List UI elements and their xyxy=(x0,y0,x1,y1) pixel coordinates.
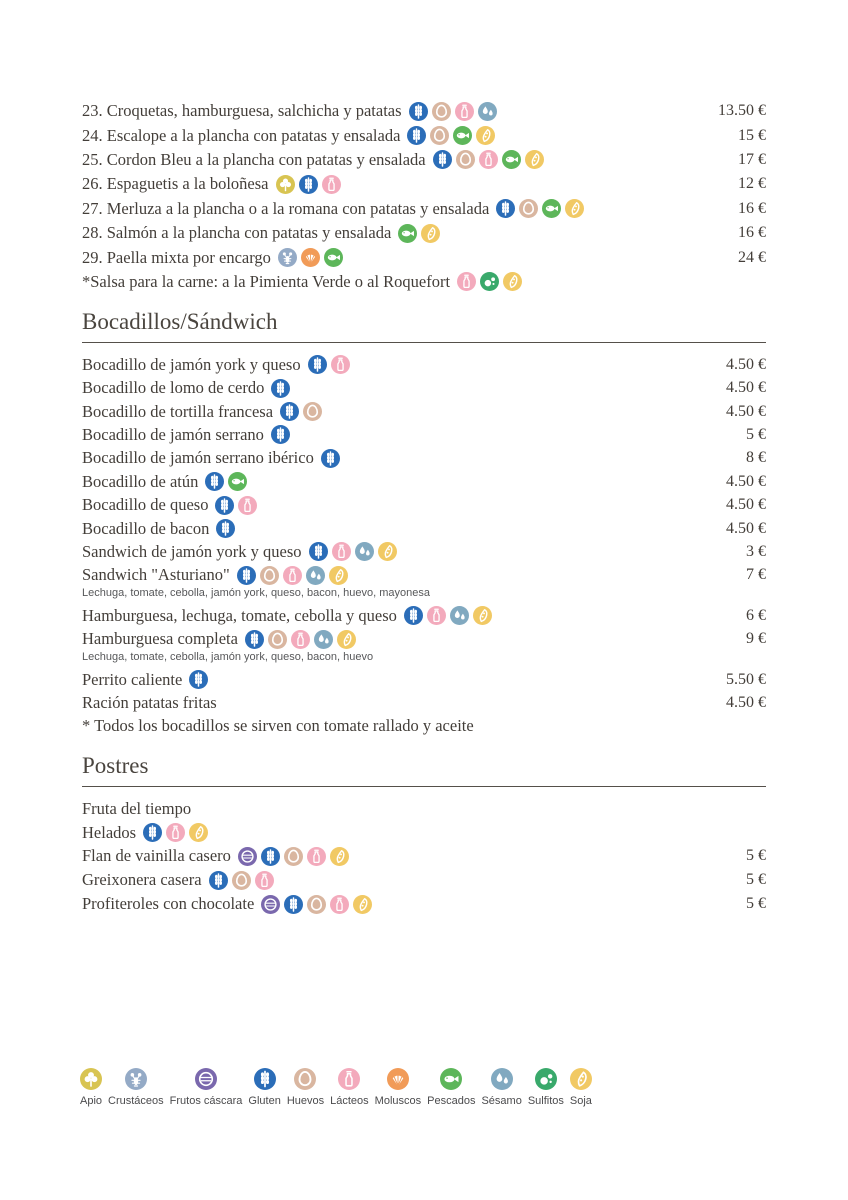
allergen-icons xyxy=(215,496,257,515)
legend-item-frutos_cascara xyxy=(170,1068,243,1107)
egg-icon xyxy=(284,847,303,866)
menu-item-left xyxy=(82,716,474,736)
section-heading: Bocadillos/Sándwich xyxy=(82,308,766,343)
seed-drops-icon xyxy=(478,102,497,121)
menu-item-left xyxy=(82,378,290,398)
item-name: Perrito caliente xyxy=(82,669,183,689)
item-price: 4.50 € xyxy=(726,355,766,373)
wheat-icon xyxy=(254,1068,276,1090)
item-name: Bocadillo de jamón serrano ibérico xyxy=(82,448,314,468)
menu-item-row xyxy=(82,604,766,627)
item-name: 24. Escalope a la plancha con patatas y ensalada xyxy=(82,125,401,145)
allergen-legend xyxy=(80,1068,592,1107)
egg-icon xyxy=(519,199,538,218)
allergen-icons xyxy=(309,542,397,561)
nut-icon xyxy=(238,847,257,866)
allergen-icons xyxy=(278,248,343,267)
menu-item-left xyxy=(82,126,495,146)
seed-drops-icon xyxy=(491,1068,513,1090)
allergen-icons xyxy=(409,102,497,121)
egg-icon xyxy=(294,1068,316,1090)
item-name: *Salsa para la carne: a la Pimienta Verde o al Roquefort xyxy=(82,271,451,291)
wheat-icon xyxy=(271,379,290,398)
milk-bottle-icon xyxy=(283,566,302,585)
menu-item-left xyxy=(82,472,247,492)
legend-item-sulfitos xyxy=(528,1068,564,1107)
item-price: 6 € xyxy=(746,606,766,624)
allergen-icons xyxy=(457,272,522,291)
item-price: 5 € xyxy=(746,847,766,865)
fish-icon xyxy=(502,150,521,169)
allergen-icons xyxy=(205,472,247,491)
fish-icon xyxy=(398,224,417,243)
allergen-icons xyxy=(276,175,341,194)
menu-item-row xyxy=(82,493,766,516)
wheat-icon xyxy=(284,895,303,914)
menu-item-left xyxy=(82,248,343,268)
seed-drops-icon xyxy=(450,606,469,625)
menu-item-row xyxy=(82,540,766,563)
shell-icon xyxy=(387,1068,409,1090)
item-price: 16 € xyxy=(738,199,766,217)
item-price: 17 € xyxy=(738,150,766,168)
menu-item-left xyxy=(82,425,290,445)
menu-item-row xyxy=(82,245,766,269)
fish-icon xyxy=(453,126,472,145)
item-name: Bocadillo de lomo de cerdo xyxy=(82,378,265,398)
item-name: Bocadillo de tortilla francesa xyxy=(82,401,274,421)
wheat-icon xyxy=(404,606,423,625)
soy-pod-icon xyxy=(476,126,495,145)
item-price: 16 € xyxy=(738,224,766,242)
wheat-icon xyxy=(143,823,162,842)
menu-item-row xyxy=(82,447,766,470)
menu-item-row xyxy=(82,517,766,540)
legend-item-apio xyxy=(80,1068,102,1107)
menu-item-left xyxy=(82,519,235,539)
menu-item-row xyxy=(82,377,766,400)
menu-item-left xyxy=(82,199,584,219)
item-ingredients-note: Lechuga, tomate, cebolla, jamón york, queso, bacon, huevo, mayonesa xyxy=(82,587,430,600)
item-price: 4.50 € xyxy=(726,519,766,537)
item-name: Sandwich "Asturiano" xyxy=(82,565,230,585)
menu-item-row xyxy=(82,423,766,446)
wheat-icon xyxy=(496,199,515,218)
nut-icon xyxy=(261,895,280,914)
milk-bottle-icon xyxy=(338,1068,360,1090)
milk-bottle-icon xyxy=(331,355,350,374)
item-name: Bocadillo de queso xyxy=(82,495,209,515)
wheat-icon xyxy=(309,542,328,561)
wheat-icon xyxy=(189,670,208,689)
item-price: 9 € xyxy=(746,630,766,648)
menu-item-row xyxy=(82,892,766,916)
crustacean-icon xyxy=(125,1068,147,1090)
soy-pod-icon xyxy=(189,823,208,842)
item-price: 15 € xyxy=(738,126,766,144)
menu-item-row xyxy=(82,123,766,147)
soy-pod-icon xyxy=(570,1068,592,1090)
shell-icon xyxy=(301,248,320,267)
wheat-icon xyxy=(308,355,327,374)
menu-item-row xyxy=(82,221,766,245)
soy-pod-icon xyxy=(473,606,492,625)
soy-pod-icon xyxy=(503,272,522,291)
legend-item-gluten xyxy=(248,1068,280,1107)
item-price: 12 € xyxy=(738,175,766,193)
wheat-icon xyxy=(215,496,234,515)
allergen-icons xyxy=(280,402,322,421)
allergen-icons xyxy=(321,449,340,468)
item-name: Bocadillo de atún xyxy=(82,471,199,491)
item-name: 26. Espaguetis a la boloñesa xyxy=(82,174,269,194)
legend-item-crustaceos xyxy=(108,1068,164,1107)
item-name: Bocadillo de jamón york y queso xyxy=(82,354,301,374)
allergen-icons xyxy=(245,630,356,649)
bubbles-icon xyxy=(535,1068,557,1090)
milk-bottle-icon xyxy=(307,847,326,866)
legend-label: Crustáceos xyxy=(108,1095,164,1107)
legend-label: Huevos xyxy=(286,1095,325,1107)
allergen-icons xyxy=(189,670,208,689)
item-price: 13.50 € xyxy=(718,102,766,120)
egg-icon xyxy=(260,566,279,585)
seed-drops-icon xyxy=(314,630,333,649)
seed-drops-icon xyxy=(306,566,325,585)
milk-bottle-icon xyxy=(255,871,274,890)
milk-bottle-icon xyxy=(332,542,351,561)
wheat-icon xyxy=(261,847,280,866)
milk-bottle-icon xyxy=(479,150,498,169)
seed-drops-icon xyxy=(355,542,374,561)
item-price: 3 € xyxy=(746,542,766,560)
egg-icon xyxy=(303,402,322,421)
item-price: 8 € xyxy=(746,449,766,467)
item-name: Profiteroles con chocolate xyxy=(82,894,255,914)
legend-label: Sésamo xyxy=(481,1095,522,1107)
nut-icon xyxy=(195,1068,217,1090)
crustacean-icon xyxy=(278,248,297,267)
menu-item-row xyxy=(82,172,766,196)
item-name: 23. Croquetas, hamburguesa, salchicha y patatas xyxy=(82,101,402,121)
item-name: Bocadillo de bacon xyxy=(82,518,210,538)
legend-label: Moluscos xyxy=(374,1095,422,1107)
allergen-icons xyxy=(237,566,348,585)
item-name: Hamburguesa, lechuga, tomate, cebolla y queso xyxy=(82,605,397,625)
item-name: * Todos los bocadillos se sirven con tomate rallado y aceite xyxy=(82,716,474,736)
menu-item-row xyxy=(82,868,766,892)
wheat-icon xyxy=(216,519,235,538)
menu-item-left xyxy=(82,495,257,515)
legend-item-huevos xyxy=(287,1068,324,1107)
wheat-icon xyxy=(237,566,256,585)
menu-item-left xyxy=(82,448,340,468)
allergen-icons xyxy=(496,199,584,218)
item-name: Helados xyxy=(82,822,137,842)
celery-icon xyxy=(276,175,295,194)
allergen-icons xyxy=(271,379,290,398)
allergen-icons xyxy=(398,224,440,243)
wheat-icon xyxy=(321,449,340,468)
menu-content xyxy=(82,99,766,916)
menu-item-left xyxy=(82,823,208,843)
allergen-icons xyxy=(261,895,372,914)
menu-item-left xyxy=(82,542,397,562)
legend-label: Soja xyxy=(569,1095,592,1107)
milk-bottle-icon xyxy=(166,823,185,842)
item-name: 25. Cordon Bleu a la plancha con patatas y ensalada xyxy=(82,149,426,169)
menu-item-row xyxy=(82,270,766,294)
menu-item-left xyxy=(82,870,274,890)
legend-label: Pescados xyxy=(427,1095,476,1107)
milk-bottle-icon xyxy=(427,606,446,625)
item-name: Flan de vainilla casero xyxy=(82,846,231,866)
menu-item-row xyxy=(82,845,766,869)
menu-item-left xyxy=(82,101,497,121)
bubbles-icon xyxy=(480,272,499,291)
item-name: 29. Paella mixta por encargo xyxy=(82,247,271,267)
section-heading: Postres xyxy=(82,752,766,787)
allergen-icons xyxy=(404,606,492,625)
egg-icon xyxy=(430,126,449,145)
item-price: 5 € xyxy=(746,425,766,443)
allergen-icons xyxy=(143,823,208,842)
wheat-icon xyxy=(209,871,228,890)
menu-item-row xyxy=(82,470,766,493)
item-price: 4.50 € xyxy=(726,693,766,711)
menu-item-left xyxy=(82,150,544,170)
menu-item-row xyxy=(82,197,766,221)
menu-item-row xyxy=(82,353,766,376)
legend-item-moluscos xyxy=(375,1068,421,1107)
wheat-icon xyxy=(433,150,452,169)
item-price: 5.50 € xyxy=(726,670,766,688)
allergen-icons xyxy=(433,150,544,169)
egg-icon xyxy=(232,871,251,890)
milk-bottle-icon xyxy=(238,496,257,515)
menu-item-left xyxy=(82,565,348,585)
item-name: 28. Salmón a la plancha con patatas y ensalada xyxy=(82,223,392,243)
soy-pod-icon xyxy=(525,150,544,169)
wheat-icon xyxy=(205,472,224,491)
menu-item-row xyxy=(82,400,766,423)
menu-item-row xyxy=(82,99,766,123)
wheat-icon xyxy=(271,425,290,444)
wheat-icon xyxy=(280,402,299,421)
menu-item-left xyxy=(82,846,349,866)
menu-item-left xyxy=(82,629,356,649)
wheat-icon xyxy=(409,102,428,121)
item-price: 5 € xyxy=(746,895,766,913)
fish-icon xyxy=(542,199,561,218)
allergen-icons xyxy=(271,425,290,444)
soy-pod-icon xyxy=(565,199,584,218)
milk-bottle-icon xyxy=(330,895,349,914)
menu-item-left xyxy=(82,606,492,626)
item-name: Bocadillo de jamón serrano xyxy=(82,424,264,444)
egg-icon xyxy=(456,150,475,169)
item-name: Hamburguesa completa xyxy=(82,629,238,649)
item-price: 4.50 € xyxy=(726,402,766,420)
allergen-icons xyxy=(407,126,495,145)
menu-item-left xyxy=(82,894,372,914)
fish-icon xyxy=(440,1068,462,1090)
menu-item-row xyxy=(82,691,766,714)
wheat-icon xyxy=(407,126,426,145)
item-name: 27. Merluza a la plancha o a la romana con patatas y ensalada xyxy=(82,198,490,218)
egg-icon xyxy=(432,102,451,121)
item-name: Fruta del tiempo xyxy=(82,798,192,818)
soy-pod-icon xyxy=(329,566,348,585)
menu-item-left xyxy=(82,799,191,819)
menu-item-left xyxy=(82,223,440,243)
allergen-icons xyxy=(238,847,349,866)
egg-icon xyxy=(268,630,287,649)
legend-label: Sulfitos xyxy=(527,1095,564,1107)
menu-item-row xyxy=(82,148,766,172)
item-price: 7 € xyxy=(746,566,766,584)
menu-item-row xyxy=(82,821,766,845)
item-name: Ración patatas fritas xyxy=(82,692,217,712)
legend-item-lacteos xyxy=(330,1068,369,1107)
item-price: 24 € xyxy=(738,248,766,266)
menu-item-left xyxy=(82,670,208,690)
item-price: 4.50 € xyxy=(726,379,766,397)
menu-item-left xyxy=(82,693,217,713)
menu-item-left xyxy=(82,355,350,375)
soy-pod-icon xyxy=(337,630,356,649)
legend-item-soja xyxy=(570,1068,592,1107)
milk-bottle-icon xyxy=(322,175,341,194)
soy-pod-icon xyxy=(330,847,349,866)
item-name: Sandwich de jamón york y queso xyxy=(82,541,302,561)
menu-item-left xyxy=(82,272,522,292)
egg-icon xyxy=(307,895,326,914)
item-name: Greixonera casera xyxy=(82,870,202,890)
menu-item-left xyxy=(82,402,322,422)
allergen-icons xyxy=(308,355,350,374)
soy-pod-icon xyxy=(421,224,440,243)
soy-pod-icon xyxy=(378,542,397,561)
fish-icon xyxy=(228,472,247,491)
item-price: 4.50 € xyxy=(726,472,766,490)
menu-item-row xyxy=(82,797,766,821)
legend-item-sesamo xyxy=(481,1068,521,1107)
wheat-icon xyxy=(245,630,264,649)
legend-label: Frutos cáscara xyxy=(169,1095,243,1107)
milk-bottle-icon xyxy=(455,102,474,121)
legend-item-pescados xyxy=(427,1068,475,1107)
legend-label: Gluten xyxy=(248,1095,281,1107)
item-ingredients-note: Lechuga, tomate, cebolla, jamón york, queso, bacon, huevo xyxy=(82,650,374,663)
legend-label: Apio xyxy=(80,1095,103,1107)
milk-bottle-icon xyxy=(457,272,476,291)
allergen-icons xyxy=(216,519,235,538)
menu-item-left xyxy=(82,174,341,194)
menu-item-row xyxy=(82,715,766,738)
legend-label: Lácteos xyxy=(330,1095,369,1107)
wheat-icon xyxy=(299,175,318,194)
fish-icon xyxy=(324,248,343,267)
celery-icon xyxy=(80,1068,102,1090)
milk-bottle-icon xyxy=(291,630,310,649)
item-price: 4.50 € xyxy=(726,496,766,514)
soy-pod-icon xyxy=(353,895,372,914)
allergen-icons xyxy=(209,871,274,890)
item-price: 5 € xyxy=(746,871,766,889)
menu-item-row xyxy=(82,668,766,691)
